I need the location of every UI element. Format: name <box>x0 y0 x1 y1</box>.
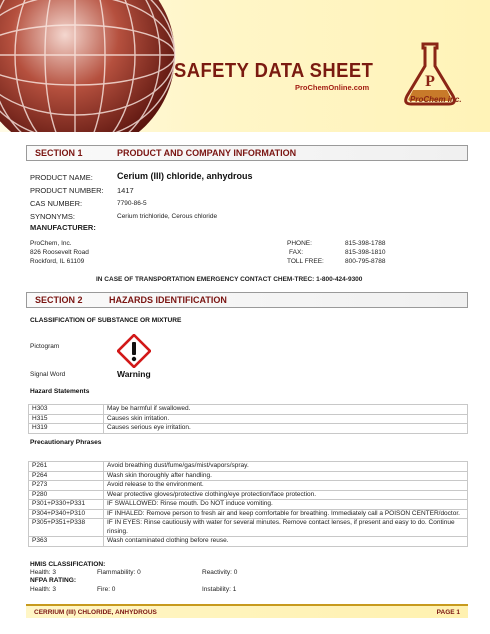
nfpa-fire: Fire: 0 <box>97 586 116 593</box>
section2-number: SECTION 2 <box>35 295 83 305</box>
precaution-text: Wear protective gloves/protective clothing/eye protection/face protection. <box>104 490 468 500</box>
footer-page-number: PAGE 1 <box>436 609 460 616</box>
signal-word: Warning <box>117 369 151 379</box>
svg-text:P: P <box>425 73 435 90</box>
section1-header <box>26 145 468 161</box>
hazard-statements-heading: Hazard Statements <box>30 388 90 395</box>
page-footer <box>26 604 468 618</box>
hazard-code: H315 <box>29 414 104 424</box>
hazard-code: H303 <box>29 405 104 415</box>
emergency-contact: IN CASE OF TRANSPORTATION EMERGENCY CONTACT CHEM-TREC: 1-800-424-9300 <box>96 276 363 283</box>
company-city: Rockford, IL 61109 <box>30 258 85 265</box>
table-row <box>29 537 468 547</box>
section1-number: SECTION 1 <box>35 148 83 158</box>
hazard-statements-table <box>28 404 468 434</box>
precaution-text: IF INHALED: Remove person to fresh air and keep comfortable for breathing. Immediately call a POISON CENTER/doctor. <box>104 509 468 519</box>
table-row <box>29 490 468 500</box>
table-row <box>29 471 468 481</box>
fax-label: FAX: <box>289 249 304 256</box>
classification-heading: CLASSIFICATION OF SUBSTANCE OR MIXTURE <box>30 317 182 324</box>
precaution-code: P261 <box>29 462 104 472</box>
precaution-code: P280 <box>29 490 104 500</box>
precautionary-table <box>28 461 468 547</box>
section2-title: HAZARDS IDENTIFICATION <box>109 295 227 305</box>
product-name-label: PRODUCT NAME: <box>30 173 93 182</box>
manufacturer-label: MANUFACTURER: <box>30 223 96 232</box>
hazard-text: Causes skin irritation. <box>104 414 468 424</box>
precaution-text: Avoid release to the environment. <box>104 481 468 491</box>
synonyms: Cerium trichloride, Cerous chloride <box>117 213 218 220</box>
cas-number: 7790-86-5 <box>117 200 147 207</box>
precaution-code: P305+P351+P338 <box>29 519 104 537</box>
hazard-text: May be harmful if swallowed. <box>104 405 468 415</box>
precaution-code: P363 <box>29 537 104 547</box>
table-row <box>29 519 468 537</box>
periodic-sphere-icon <box>0 0 180 132</box>
banner-title: SAFETY DATA SHEET <box>174 60 374 82</box>
synonyms-label: SYNONYMS: <box>30 212 76 221</box>
tollfree-label: TOLL FREE: <box>287 258 324 265</box>
nfpa-instability: Instability: 1 <box>202 586 237 593</box>
precaution-text: Wash skin thoroughly after handling. <box>104 471 468 481</box>
precautionary-heading: Precautionary Phrases <box>30 439 102 446</box>
phone-number: 815-398-1788 <box>345 240 386 247</box>
hmis-reactivity: Reactivity: 0 <box>202 569 238 576</box>
precaution-text: IF IN EYES: Rinse cautiously with water for several minutes. Remove contact lenses, if present and easy to do. Continue rinsing. <box>104 519 468 537</box>
table-row <box>29 481 468 491</box>
section1-title: PRODUCT AND COMPANY INFORMATION <box>117 148 297 158</box>
table-row <box>29 509 468 519</box>
precaution-code: P304+P340+P310 <box>29 509 104 519</box>
hazard-code: H319 <box>29 424 104 434</box>
precaution-code: P301+P330+P331 <box>29 500 104 510</box>
precaution-text: Wash contaminated clothing before reuse. <box>104 537 468 547</box>
table-row <box>29 424 468 434</box>
product-number: 1417 <box>117 186 134 195</box>
table-row <box>29 500 468 510</box>
product-number-label: PRODUCT NUMBER: <box>30 186 104 195</box>
nfpa-heading: NFPA RATING: <box>30 577 77 584</box>
banner-url[interactable]: ProChemOnline.com <box>295 83 370 92</box>
table-row <box>29 462 468 472</box>
precaution-code: P273 <box>29 481 104 491</box>
exclamation-mark-diamond-icon <box>117 334 151 368</box>
company-street: 826 Roosevelt Road <box>30 249 89 256</box>
precaution-text: IF SWALLOWED: Rinse mouth. Do NOT induce vomiting. <box>104 500 468 510</box>
pictogram-label: Pictogram <box>30 343 60 350</box>
hazard-text: Causes serious eye irritation. <box>104 424 468 434</box>
table-row <box>29 405 468 415</box>
hmis-health: Health: 3 <box>30 569 57 576</box>
product-name: Cerium (III) chloride, anhydrous <box>117 171 253 181</box>
nfpa-health: Health: 3 <box>30 586 57 593</box>
header-banner <box>0 0 490 132</box>
company-name: ProChem, Inc. <box>30 240 72 247</box>
logo-text: ProChem inc. <box>410 95 462 104</box>
precaution-text: Avoid breathing dust/fume/gas/mist/vapors/spray. <box>104 462 468 472</box>
phone-label: PHONE: <box>287 240 312 247</box>
section2-header <box>26 292 468 308</box>
hmis-flammability: Flammability: 0 <box>97 569 141 576</box>
precaution-code: P264 <box>29 471 104 481</box>
signal-word-label: Signal Word <box>30 371 66 378</box>
footer-product-name: CERRIUM (III) CHLORIDE, ANHYDROUS <box>34 609 157 616</box>
cas-label: CAS NUMBER: <box>30 199 83 208</box>
fax-number: 815-398-1810 <box>345 249 386 256</box>
hmis-heading: HMIS CLASSIFICATION: <box>30 561 106 568</box>
tollfree-number: 800-795-8788 <box>345 258 386 265</box>
table-row <box>29 414 468 424</box>
